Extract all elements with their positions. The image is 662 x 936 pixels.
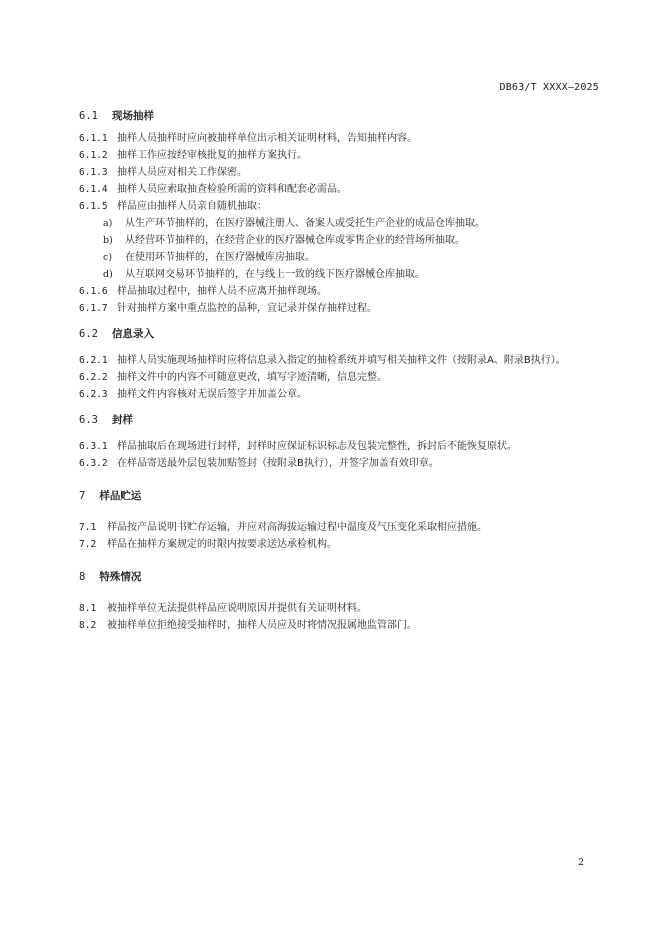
clause-text: 抽样人员应索取抽查检验所需的资料和配套必需品。 bbox=[117, 184, 347, 195]
list-text: 从互联网交易环节抽样的，在与线上一致的线下医疗器械仓库抽取。 bbox=[125, 269, 425, 280]
clause-item bbox=[79, 300, 599, 317]
section-title: 信息录入 bbox=[111, 328, 154, 340]
clause-text: 样品应由抽样人员亲自随机抽取： bbox=[117, 201, 267, 212]
clause-item bbox=[79, 181, 599, 198]
section-title: 特殊情况 bbox=[99, 571, 142, 583]
section-number: 8 bbox=[79, 571, 86, 583]
section-number: 7 bbox=[79, 490, 86, 502]
document-body bbox=[79, 108, 599, 634]
list-marker: d) bbox=[103, 269, 113, 280]
clause-number: 6.1.2 bbox=[79, 150, 108, 161]
list-marker: a) bbox=[103, 218, 113, 229]
clause-text: 抽样人员抽样时应向被抽样单位出示相关证明材料，告知抽样内容。 bbox=[117, 133, 417, 144]
clause-text: 被抽样单位拒绝接受抽样时，抽样人员应及时将情况报属地监管部门。 bbox=[107, 620, 417, 631]
section-title: 现场抽样 bbox=[111, 110, 154, 122]
section-title: 封样 bbox=[111, 414, 133, 426]
clause-text: 在样品寄送最外层包装加贴签封（按附录B执行），并签字加盖有效印章。 bbox=[117, 458, 439, 469]
clause-number: 6.1.4 bbox=[79, 184, 108, 195]
clause-text: 被抽样单位无法提供样品应说明原因并提供有关证明材料。 bbox=[107, 603, 367, 614]
clause-text: 抽样工作应按经审核批复的抽样方案执行。 bbox=[117, 150, 307, 161]
list-item bbox=[79, 232, 599, 249]
clause-number: 6.2.1 bbox=[79, 355, 108, 366]
section-heading bbox=[79, 412, 599, 429]
section-number: 6.3 bbox=[79, 414, 98, 426]
clause-item bbox=[79, 600, 599, 617]
clause-text: 样品在抽样方案规定的时限内按要求送达承检机构。 bbox=[107, 539, 337, 550]
list-text: 从经营环节抽样的，在经营企业的医疗器械仓库或零售企业的经营场所抽取。 bbox=[125, 235, 465, 246]
document-code: DB63/T XXXX—2025 bbox=[499, 82, 599, 93]
list-marker: c) bbox=[103, 252, 113, 263]
clause-number: 6.2.3 bbox=[79, 389, 108, 400]
clause-item bbox=[79, 455, 599, 472]
clause-text: 样品抽取后在现场进行封样，封样时应保证标识标志及包装完整性，拆封后不能恢复原状。 bbox=[117, 441, 517, 452]
clause-number: 6.1.6 bbox=[79, 286, 108, 297]
clause-text: 样品按产品说明书贮存运输，并应对高海拔运输过程中温度及气压变化采取相应措施。 bbox=[107, 522, 487, 533]
list-marker: b) bbox=[103, 235, 113, 246]
section-heading bbox=[79, 569, 599, 586]
clause-number: 7.1 bbox=[79, 522, 97, 533]
clause-item bbox=[79, 352, 599, 369]
clause-number: 6.1.1 bbox=[79, 133, 108, 144]
list-item bbox=[79, 215, 599, 232]
section-number: 6.2 bbox=[79, 328, 98, 340]
clause-number: 6.1.7 bbox=[79, 303, 108, 314]
clause-number: 6.2.2 bbox=[79, 372, 108, 383]
clause-item bbox=[79, 283, 599, 300]
clause-item bbox=[79, 536, 599, 553]
clause-item bbox=[79, 147, 599, 164]
section-heading bbox=[79, 488, 599, 505]
section-heading bbox=[79, 326, 599, 343]
clause-number: 8.2 bbox=[79, 620, 97, 631]
clause-number: 7.2 bbox=[79, 539, 97, 550]
clause-number: 6.3.1 bbox=[79, 441, 108, 452]
clause-item bbox=[79, 198, 599, 215]
clause-item bbox=[79, 386, 599, 403]
list-text: 从生产环节抽样的，在医疗器械注册人、备案人或受托生产企业的成品仓库抽取。 bbox=[125, 218, 485, 229]
clause-number: 6.1.5 bbox=[79, 201, 108, 212]
clause-item bbox=[79, 164, 599, 181]
clause-text: 抽样文件内容核对无误后签字并加盖公章。 bbox=[117, 389, 307, 400]
list-text: 在使用环节抽样的，在医疗器械库房抽取。 bbox=[125, 252, 315, 263]
clause-number: 6.1.3 bbox=[79, 167, 108, 178]
clause-item bbox=[79, 617, 599, 634]
clause-number: 8.1 bbox=[79, 603, 97, 614]
clause-number: 6.3.2 bbox=[79, 458, 108, 469]
clause-text: 抽样人员应对相关工作保密。 bbox=[117, 167, 247, 178]
list-item bbox=[79, 249, 599, 266]
clause-item bbox=[79, 130, 599, 147]
clause-text: 抽样文件中的内容不可随意更改，填写字迹清晰，信息完整。 bbox=[117, 372, 387, 383]
clause-text: 针对抽样方案中重点监控的品种，宜记录并保存抽样过程。 bbox=[117, 303, 377, 314]
section-title: 样品贮运 bbox=[99, 490, 142, 502]
section-heading bbox=[79, 108, 599, 125]
page-number: 2 bbox=[578, 858, 584, 868]
section-number: 6.1 bbox=[79, 110, 98, 122]
clause-text: 抽样人员实施现场抽样时应将信息录入指定的抽检系统并填写相关抽样文件（按附录A、附录B执行）。 bbox=[117, 355, 566, 366]
clause-item bbox=[79, 519, 599, 536]
clause-text: 样品抽取过程中，抽样人员不应离开抽样现场。 bbox=[117, 286, 327, 297]
list-item bbox=[79, 266, 599, 283]
clause-item bbox=[79, 438, 599, 455]
clause-item bbox=[79, 369, 599, 386]
